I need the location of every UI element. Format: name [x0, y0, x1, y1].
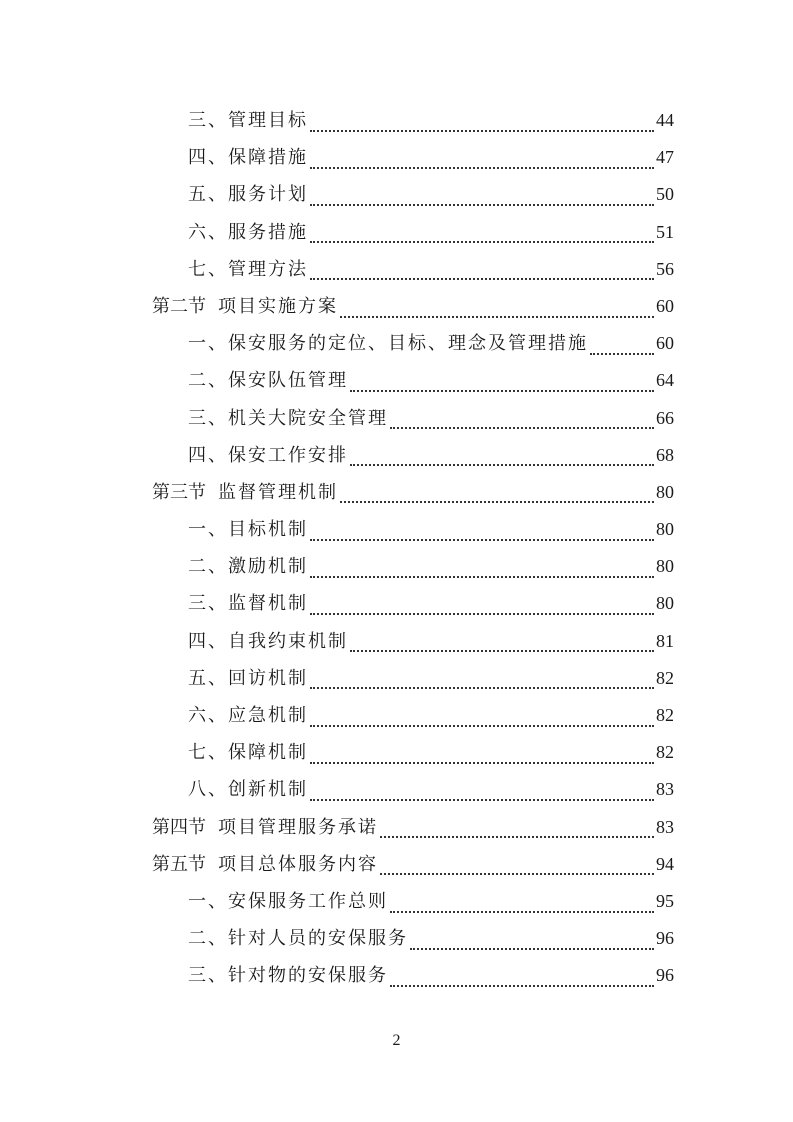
toc-dot-leader	[310, 156, 654, 172]
toc-subsection-entry[interactable]	[152, 548, 674, 585]
toc-entry-page: 64	[656, 370, 674, 391]
toc-entry-number: 一、	[188, 519, 228, 541]
toc-entry-title: 自我约束机制	[228, 630, 348, 652]
toc-section-entry[interactable]	[152, 846, 674, 883]
toc-subsection-entry[interactable]	[152, 920, 674, 957]
toc-entry-number: 七、	[188, 742, 228, 764]
toc-dot-leader	[350, 453, 654, 469]
toc-subsection-entry[interactable]	[152, 362, 674, 399]
toc-dot-leader	[390, 900, 654, 916]
toc-subsection-entry[interactable]	[152, 325, 674, 362]
toc-entry-page: 82	[656, 742, 674, 763]
toc-entry-title: 管理目标	[228, 110, 308, 131]
toc-entry-title: 项目总体服务内容	[218, 853, 378, 875]
toc-subsection-entry[interactable]	[152, 511, 674, 548]
toc-entry-page: 96	[656, 965, 674, 986]
toc-dot-leader	[340, 490, 654, 506]
toc-entry-number: 八、	[188, 779, 228, 801]
toc-entry-title: 保安服务的定位、目标、理念及管理措施	[228, 333, 588, 355]
toc-entry-number: 三、	[188, 965, 228, 987]
toc-dot-leader	[310, 602, 654, 618]
toc-entry-page: 83	[656, 779, 674, 800]
toc-entry-number: 一、	[188, 890, 228, 912]
toc-entry-title: 保安队伍管理	[228, 370, 348, 392]
toc-dot-leader	[380, 862, 654, 878]
toc-dot-leader	[310, 788, 654, 804]
toc-subsection-entry[interactable]	[152, 883, 674, 920]
toc-dot-leader	[350, 379, 654, 395]
toc-entry-title: 服务措施	[228, 221, 308, 243]
toc-subsection-entry[interactable]	[152, 437, 674, 474]
toc-entry-page: 95	[656, 890, 674, 911]
toc-entry-title: 项目管理服务承诺	[218, 816, 378, 838]
toc-dot-leader	[310, 528, 654, 544]
toc-subsection-entry[interactable]	[152, 214, 674, 251]
toc-dot-leader	[310, 676, 654, 692]
toc-dot-leader	[310, 230, 654, 246]
toc-entry-number: 五、	[188, 184, 228, 206]
toc-section-entry[interactable]	[152, 474, 674, 511]
toc-entry-title: 目标机制	[228, 519, 308, 541]
toc-entry-page: 80	[656, 593, 674, 614]
toc-entry-number: 六、	[188, 705, 228, 726]
toc-entry-title: 保障措施	[228, 147, 308, 169]
toc-entry-number: 四、	[188, 630, 228, 652]
toc-entry-number: 一、	[188, 333, 228, 355]
toc-entry-page: 83	[656, 816, 674, 837]
toc-entry-number: 二、	[188, 370, 228, 392]
toc-entry-number: 七、	[188, 258, 228, 280]
toc-dot-leader	[590, 342, 654, 358]
toc-entry-page: 47	[656, 147, 674, 168]
toc-dot-leader	[390, 974, 654, 990]
toc-subsection-entry[interactable]	[152, 585, 674, 622]
toc-subsection-entry[interactable]	[152, 957, 674, 994]
toc-entry-number: 第二节	[152, 295, 206, 317]
toc-entry-title: 应急机制	[228, 705, 308, 726]
toc-entry-page: 80	[656, 481, 674, 502]
toc-entry-title: 机关大院安全管理	[228, 407, 388, 429]
toc-entry-page: 60	[656, 333, 674, 354]
toc-entry-page: 80	[656, 556, 674, 577]
toc-entry-title: 管理方法	[228, 258, 308, 280]
toc-subsection-entry[interactable]	[152, 102, 674, 139]
page-number: 2	[392, 1032, 401, 1049]
toc-subsection-entry[interactable]	[152, 771, 674, 808]
toc-dot-leader	[310, 751, 654, 767]
toc-entry-number: 第五节	[152, 853, 206, 875]
toc-entry-page: 60	[656, 295, 674, 316]
toc-dot-leader	[390, 416, 654, 432]
toc-subsection-entry[interactable]	[152, 734, 674, 771]
toc-entry-title: 保安工作安排	[228, 444, 348, 466]
toc-entry-page: 80	[656, 519, 674, 540]
toc-entry-number: 四、	[188, 444, 228, 466]
toc-entry-title: 监督机制	[228, 593, 308, 615]
toc-entry-number: 三、	[188, 593, 228, 615]
toc-subsection-entry[interactable]	[152, 400, 674, 437]
toc-entry-page: 44	[656, 110, 674, 130]
toc-entry-title: 服务计划	[228, 184, 308, 206]
toc-entry-page: 82	[656, 667, 674, 688]
toc-subsection-entry[interactable]	[152, 623, 674, 660]
toc-dot-leader	[350, 639, 654, 655]
toc-entry-title: 监督管理机制	[218, 481, 338, 503]
toc-subsection-entry[interactable]	[152, 176, 674, 213]
toc-entry-number: 第四节	[152, 816, 206, 838]
toc-entry-number: 四、	[188, 147, 228, 169]
toc-dot-leader	[410, 937, 654, 953]
toc-dot-leader	[310, 193, 654, 209]
toc-entry-number: 第三节	[152, 481, 206, 503]
toc-dot-leader	[310, 267, 654, 283]
toc-entry-title: 创新机制	[228, 779, 308, 801]
toc-dot-leader	[310, 565, 654, 581]
toc-entry-number: 六、	[188, 221, 228, 243]
toc-dot-leader	[310, 119, 654, 135]
toc-section-entry[interactable]	[152, 288, 674, 325]
toc-entry-page: 81	[656, 630, 674, 651]
table-of-contents	[152, 102, 674, 995]
toc-entry-title: 保障机制	[228, 742, 308, 764]
toc-entry-number: 二、	[188, 928, 228, 950]
toc-entry-page: 56	[656, 258, 674, 279]
toc-subsection-entry[interactable]	[152, 697, 674, 734]
toc-dot-leader	[380, 825, 654, 841]
toc-entry-page: 96	[656, 928, 674, 949]
toc-entry-page: 94	[656, 853, 674, 874]
toc-entry-number: 三、	[188, 407, 228, 429]
toc-entry-page: 82	[656, 705, 674, 725]
toc-entry-title: 安保服务工作总则	[228, 890, 388, 912]
toc-section-entry[interactable]	[152, 809, 674, 846]
toc-entry-number: 三、	[188, 110, 228, 131]
toc-entry-number: 五、	[188, 667, 228, 689]
toc-entry-title: 回访机制	[228, 667, 308, 689]
toc-entry-title: 针对人员的安保服务	[228, 928, 408, 950]
toc-entry-title: 激励机制	[228, 556, 308, 578]
toc-dot-leader	[310, 714, 654, 730]
toc-entry-page: 50	[656, 184, 674, 205]
toc-entry-number: 二、	[188, 556, 228, 578]
toc-entry-title: 项目实施方案	[218, 295, 338, 317]
toc-entry-page: 66	[656, 407, 674, 428]
toc-entry-title: 针对物的安保服务	[228, 965, 388, 987]
toc-entry-page: 68	[656, 444, 674, 465]
toc-subsection-entry[interactable]	[152, 139, 674, 176]
toc-dot-leader	[340, 305, 654, 321]
toc-subsection-entry[interactable]	[152, 660, 674, 697]
toc-subsection-entry[interactable]	[152, 251, 674, 288]
toc-entry-page: 51	[656, 221, 674, 242]
